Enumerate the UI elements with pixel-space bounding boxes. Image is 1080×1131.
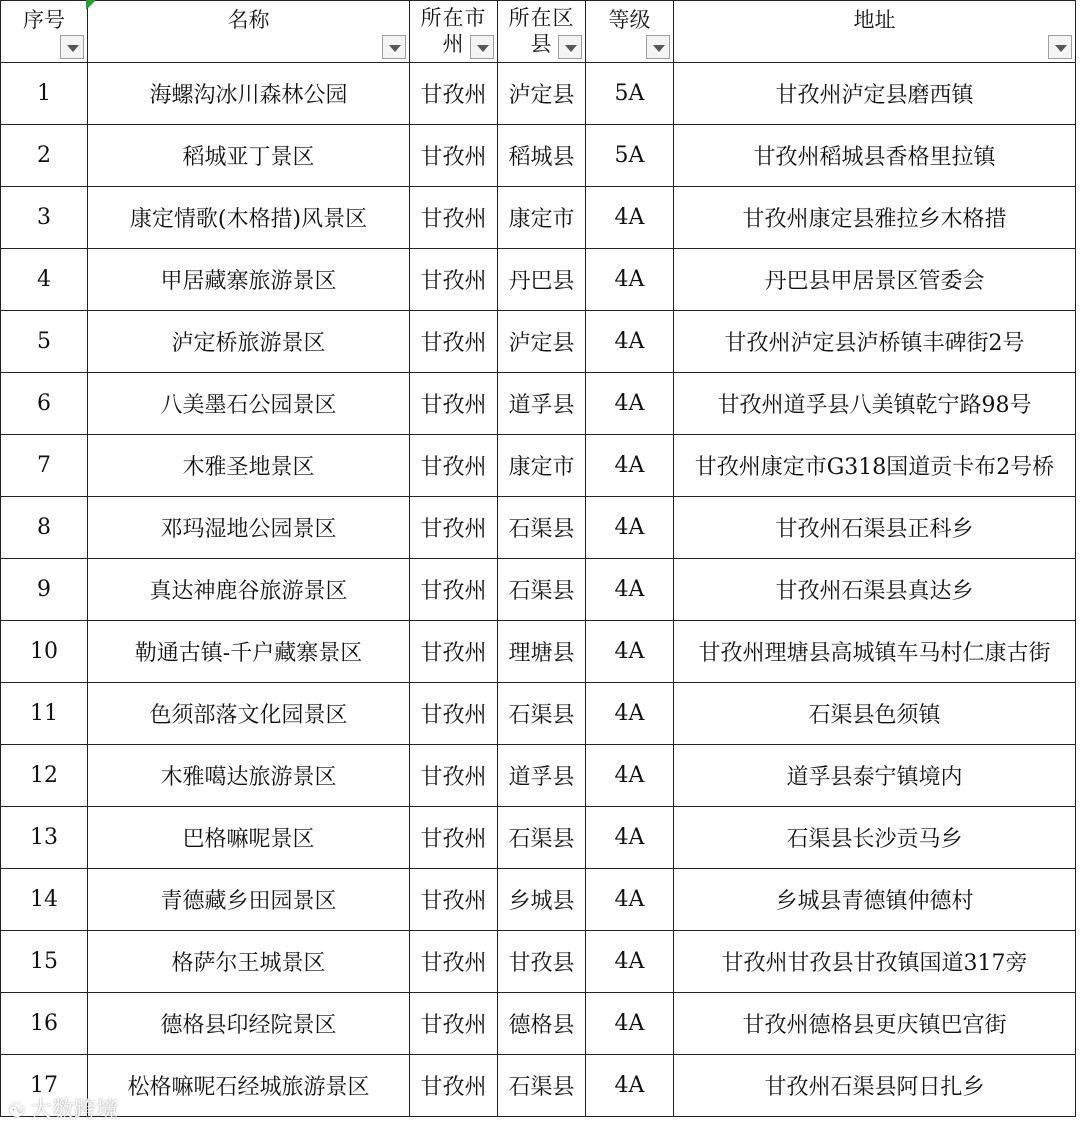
cell-level[interactable]: 5A — [586, 125, 674, 187]
cell-county[interactable]: 泸定县 — [498, 311, 586, 373]
cell-address[interactable]: 乡城县青德镇仲德村 — [674, 869, 1076, 931]
cell-county[interactable]: 石渠县 — [498, 807, 586, 869]
table-row — [1, 125, 1076, 187]
cell-city[interactable]: 甘孜州 — [410, 373, 498, 435]
cell-seq[interactable]: 12 — [1, 745, 88, 807]
cell-name[interactable]: 真达神鹿谷旅游景区 — [88, 559, 410, 621]
cell-address[interactable]: 甘孜州理塘县高城镇车马村仁康古街 — [674, 621, 1076, 683]
cell-seq[interactable]: 5 — [1, 311, 88, 373]
cell-city[interactable]: 甘孜州 — [410, 311, 498, 373]
table-row — [1, 683, 1076, 745]
watermark-text: 大数跨境 — [29, 1098, 118, 1123]
cell-city[interactable]: 甘孜州 — [410, 497, 498, 559]
cell-city[interactable]: 甘孜州 — [410, 125, 498, 187]
header-level-label: 等级 — [608, 8, 651, 32]
header-county-label: 所在区县 — [508, 6, 575, 56]
cell-name[interactable]: 色须部落文化园景区 — [88, 683, 410, 745]
cell-seq[interactable]: 9 — [1, 559, 88, 621]
cell-county[interactable]: 康定市 — [498, 187, 586, 249]
cell-address[interactable]: 甘孜州康定县雅拉乡木格措 — [674, 187, 1076, 249]
cell-county[interactable]: 石渠县 — [498, 683, 586, 745]
cell-name[interactable]: 泸定桥旅游景区 — [88, 311, 410, 373]
cell-city[interactable]: 甘孜州 — [410, 249, 498, 311]
cell-name[interactable]: 巴格嘛呢景区 — [88, 807, 410, 869]
table-row — [1, 1055, 1076, 1117]
cell-name[interactable]: 海螺沟冰川森林公园 — [88, 63, 410, 125]
table-row — [1, 435, 1076, 497]
cell-address[interactable]: 甘孜州德格县更庆镇巴宫街 — [674, 993, 1076, 1055]
cell-name[interactable]: 木雅噶达旅游景区 — [88, 745, 410, 807]
cell-county[interactable]: 泸定县 — [498, 63, 586, 125]
cell-address[interactable]: 甘孜州石渠县阿日扎乡 — [674, 1055, 1076, 1117]
cell-city[interactable]: 甘孜州 — [410, 683, 498, 745]
table-row — [1, 559, 1076, 621]
cell-city[interactable]: 甘孜州 — [410, 63, 498, 125]
cell-seq[interactable]: 8 — [1, 497, 88, 559]
table-row — [1, 807, 1076, 869]
cell-name[interactable]: 八美墨石公园景区 — [88, 373, 410, 435]
table-row — [1, 745, 1076, 807]
cell-address[interactable]: 甘孜州泸定县磨西镇 — [674, 63, 1076, 125]
filter-dropdown-icon[interactable] — [60, 35, 84, 59]
cell-city[interactable]: 甘孜州 — [410, 1055, 498, 1117]
header-level[interactable] — [586, 1, 674, 63]
cell-address[interactable]: 甘孜州石渠县真达乡 — [674, 559, 1076, 621]
cell-county[interactable]: 稻城县 — [498, 125, 586, 187]
cell-level[interactable]: 4A — [586, 621, 674, 683]
header-city[interactable] — [410, 1, 498, 63]
cell-city[interactable]: 甘孜州 — [410, 745, 498, 807]
cell-address[interactable]: 甘孜州石渠县正科乡 — [674, 497, 1076, 559]
cell-name[interactable]: 康定情歌(木格措)风景区 — [88, 187, 410, 249]
filter-dropdown-icon[interactable] — [470, 35, 494, 59]
table-row — [1, 497, 1076, 559]
cell-address[interactable]: 道孚县泰宁镇境内 — [674, 745, 1076, 807]
table-row — [1, 373, 1076, 435]
cell-address[interactable]: 石渠县长沙贡马乡 — [674, 807, 1076, 869]
cell-level[interactable]: 4A — [586, 683, 674, 745]
cell-county[interactable]: 道孚县 — [498, 745, 586, 807]
header-seq-label: 序号 — [23, 8, 65, 32]
cell-county[interactable]: 理塘县 — [498, 621, 586, 683]
cell-seq[interactable]: 17 — [1, 1055, 88, 1117]
filter-dropdown-icon[interactable] — [646, 35, 670, 59]
cell-name[interactable]: 木雅圣地景区 — [88, 435, 410, 497]
cell-seq[interactable]: 15 — [1, 931, 88, 993]
table-row — [1, 931, 1076, 993]
table-row — [1, 869, 1076, 931]
cell-address[interactable]: 甘孜州道孚县八美镇乾宁路98号 — [674, 373, 1076, 435]
cell-seq[interactable]: 4 — [1, 249, 88, 311]
cell-county[interactable]: 石渠县 — [498, 497, 586, 559]
filter-dropdown-icon[interactable] — [382, 35, 406, 59]
cell-seq[interactable]: 13 — [1, 807, 88, 869]
cell-seq[interactable]: 14 — [1, 869, 88, 931]
cell-address[interactable]: 甘孜州甘孜县甘孜镇国道317旁 — [674, 931, 1076, 993]
cell-city[interactable]: 甘孜州 — [410, 559, 498, 621]
cell-address[interactable]: 甘孜州稻城县香格里拉镇 — [674, 125, 1076, 187]
cell-seq[interactable]: 11 — [1, 683, 88, 745]
cell-address[interactable]: 丹巴县甲居景区管委会 — [674, 249, 1076, 311]
filter-dropdown-icon[interactable] — [558, 35, 582, 59]
cell-county[interactable]: 康定市 — [498, 435, 586, 497]
cell-name[interactable]: 格萨尔王城景区 — [88, 931, 410, 993]
cell-city[interactable]: 甘孜州 — [410, 869, 498, 931]
cell-name[interactable]: 甲居藏寨旅游景区 — [88, 249, 410, 311]
cell-name[interactable]: 德格县印经院景区 — [88, 993, 410, 1055]
table-row — [1, 311, 1076, 373]
cell-level[interactable]: 4A — [586, 435, 674, 497]
cell-county[interactable]: 道孚县 — [498, 373, 586, 435]
cell-seq[interactable]: 10 — [1, 621, 88, 683]
cell-level[interactable]: 4A — [586, 993, 674, 1055]
cell-county[interactable]: 甘孜县 — [498, 931, 586, 993]
cell-level[interactable]: 4A — [586, 869, 674, 931]
cell-city[interactable]: 甘孜州 — [410, 187, 498, 249]
cell-name[interactable]: 勒通古镇-千户藏寨景区 — [88, 621, 410, 683]
header-seq[interactable] — [1, 1, 88, 63]
cell-city[interactable]: 甘孜州 — [410, 435, 498, 497]
cell-city[interactable]: 甘孜州 — [410, 621, 498, 683]
cell-seq[interactable]: 3 — [1, 187, 88, 249]
cell-level[interactable]: 4A — [586, 373, 674, 435]
table-row — [1, 63, 1076, 125]
cell-county[interactable]: 德格县 — [498, 993, 586, 1055]
header-name-label: 名称 — [227, 8, 270, 32]
cell-seq[interactable]: 1 — [1, 63, 88, 125]
table-row — [1, 621, 1076, 683]
cell-name[interactable]: 邓玛湿地公园景区 — [88, 497, 410, 559]
cell-name[interactable]: 松格嘛呢石经城旅游景区 — [88, 1055, 410, 1117]
cell-level[interactable]: 4A — [586, 1055, 674, 1117]
cell-name[interactable]: 青德藏乡田园景区 — [88, 869, 410, 931]
header-city-label: 所在市州 — [420, 6, 487, 56]
cell-county[interactable]: 石渠县 — [498, 1055, 586, 1117]
cell-level[interactable]: 5A — [586, 63, 674, 125]
cell-seq[interactable]: 2 — [1, 125, 88, 187]
table-row — [1, 993, 1076, 1055]
header-address[interactable] — [674, 1, 1076, 63]
logo-mark-icon: ☯ — [8, 1098, 26, 1122]
cell-level[interactable]: 4A — [586, 559, 674, 621]
cell-level[interactable]: 4A — [586, 187, 674, 249]
header-address-label: 地址 — [853, 8, 896, 32]
cell-county[interactable]: 丹巴县 — [498, 249, 586, 311]
filter-dropdown-icon[interactable] — [1048, 35, 1072, 59]
cell-seq[interactable]: 7 — [1, 435, 88, 497]
cell-seq[interactable]: 16 — [1, 993, 88, 1055]
cell-level[interactable]: 4A — [586, 249, 674, 311]
cell-county[interactable]: 乡城县 — [498, 869, 586, 931]
cell-county[interactable]: 石渠县 — [498, 559, 586, 621]
header-county[interactable] — [498, 1, 586, 63]
cell-address[interactable]: 甘孜州泸定县泸桥镇丰碑街2号 — [674, 311, 1076, 373]
cell-city[interactable]: 甘孜州 — [410, 931, 498, 993]
watermark — [8, 1093, 118, 1124]
cell-city[interactable]: 甘孜州 — [410, 807, 498, 869]
cell-address[interactable]: 石渠县色须镇 — [674, 683, 1076, 745]
cell-name[interactable]: 稻城亚丁景区 — [88, 125, 410, 187]
cell-level[interactable]: 4A — [586, 311, 674, 373]
cell-city[interactable]: 甘孜州 — [410, 993, 498, 1055]
table-row — [1, 187, 1076, 249]
table-row — [1, 249, 1076, 311]
header-name[interactable] — [88, 1, 410, 63]
cell-level[interactable]: 4A — [586, 931, 674, 993]
cell-seq[interactable]: 6 — [1, 373, 88, 435]
cell-comment-marker-icon — [86, 0, 96, 10]
cell-address[interactable]: 甘孜州康定市G318国道贡卡布2号桥 — [674, 435, 1076, 497]
cell-level[interactable]: 4A — [586, 745, 674, 807]
cell-level[interactable]: 4A — [586, 497, 674, 559]
header-row — [1, 1, 1076, 63]
cell-level[interactable]: 4A — [586, 807, 674, 869]
